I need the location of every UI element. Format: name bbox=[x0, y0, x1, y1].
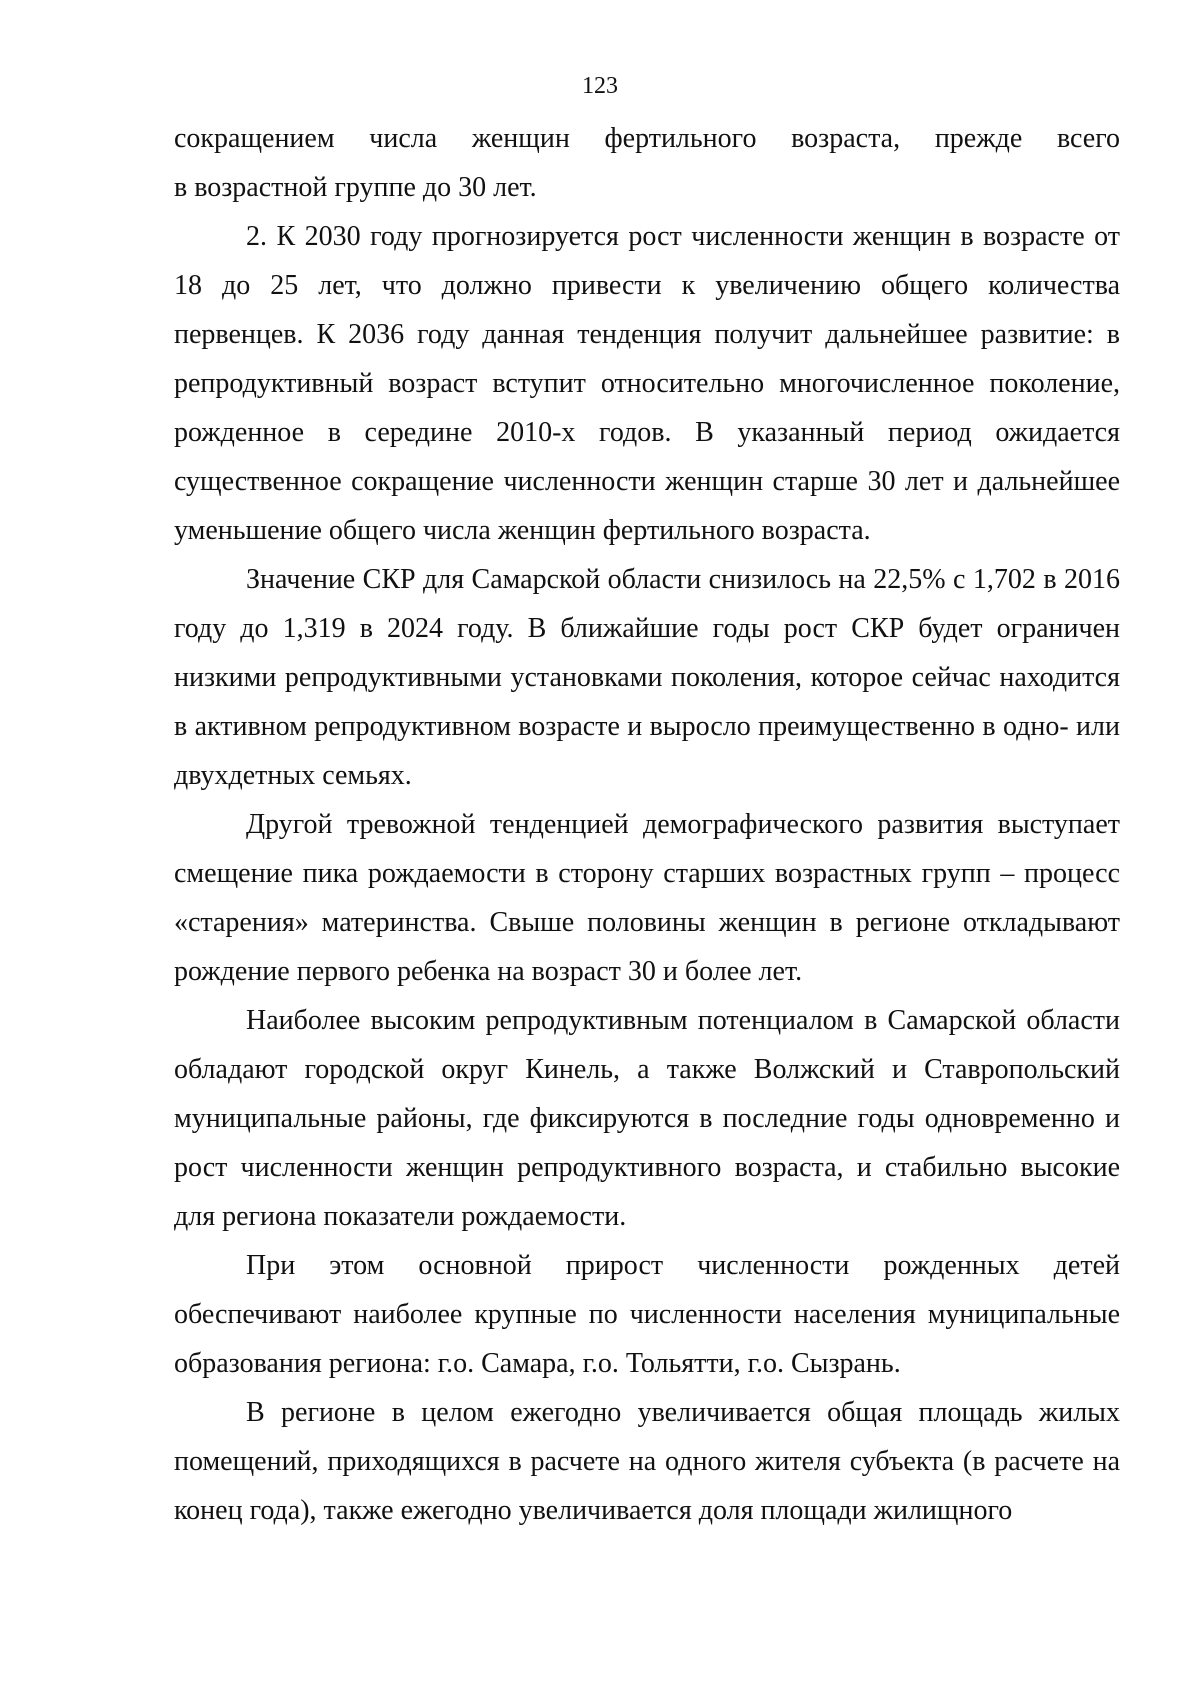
paragraph-forecast-2030: 2. К 2030 году прогнозируется рост численности женщин в возрасте от 18 до 25 лет, что должно привести к увеличению общего количества первенцев. К 2036 году данная тенденция получит дальнейшее развитие: в репродуктивный возраст вступит относительно многочисленное поколение, рожденное в середине 2010-х годов. В указанный период ожидается существенное сокращение численности женщин старше 30 лет и дальнейшее уменьшение общего числа женщин фертильного возраста. bbox=[174, 221, 1120, 546]
paragraph-continuation-rest: в возрастной группе до 30 лет. bbox=[174, 172, 537, 203]
paragraph-aging-motherhood: Другой тревожной тенденцией демографического развития выступает смещение пика рождаемости в сторону старших возрастных групп – процесс «старения» материнства. Свыше половины женщин в регионе откладывают рождение первого ребенка на возраст 30 и более лет. bbox=[174, 809, 1120, 987]
paragraph-tfr: Значение СКР для Самарской области снизилось на 22,5% с 1,702 в 2016 году до 1,319 в 2024 году. В ближайшие годы рост СКР будет ограничен низкими репродуктивными установками поколения, которое сейчас находится в активном репродуктивном возрасте и выросло преимущественно в одно- или двухдетных семьях. bbox=[174, 564, 1120, 791]
page-number: 123 bbox=[582, 73, 618, 99]
paragraph-reproductive-potential: Наиболее высоким репродуктивным потенциалом в Самарской области обладают городской округ Кинель, а также Волжский и Ставропольский муниципальные районы, где фиксируются в последние годы одновременно и рост численности женщин репродуктивного возраста, и стабильно высокие для региона показатели рождаемости. bbox=[174, 1005, 1120, 1232]
paragraph-housing: В регионе в целом ежегодно увеличивается общая площадь жилых помещений, приходящихся в расчете на одного жителя субъекта (в расчете на конец года), также ежегодно увеличивается доля площади жилищного bbox=[174, 1397, 1120, 1526]
paragraph-births-growth: При этом основной прирост численности рожденных детей обеспечивают наиболее крупные по численности населения муниципальные образования региона: г.о. Самара, г.о. Тольятти, г.о. Сызрань. bbox=[174, 1250, 1120, 1379]
paragraph-continuation bbox=[174, 114, 1120, 212]
document-body bbox=[174, 114, 1120, 1535]
paragraph-continuation-line-1: сокращением числа женщин фертильного возраста, прежде всего bbox=[174, 123, 1120, 154]
